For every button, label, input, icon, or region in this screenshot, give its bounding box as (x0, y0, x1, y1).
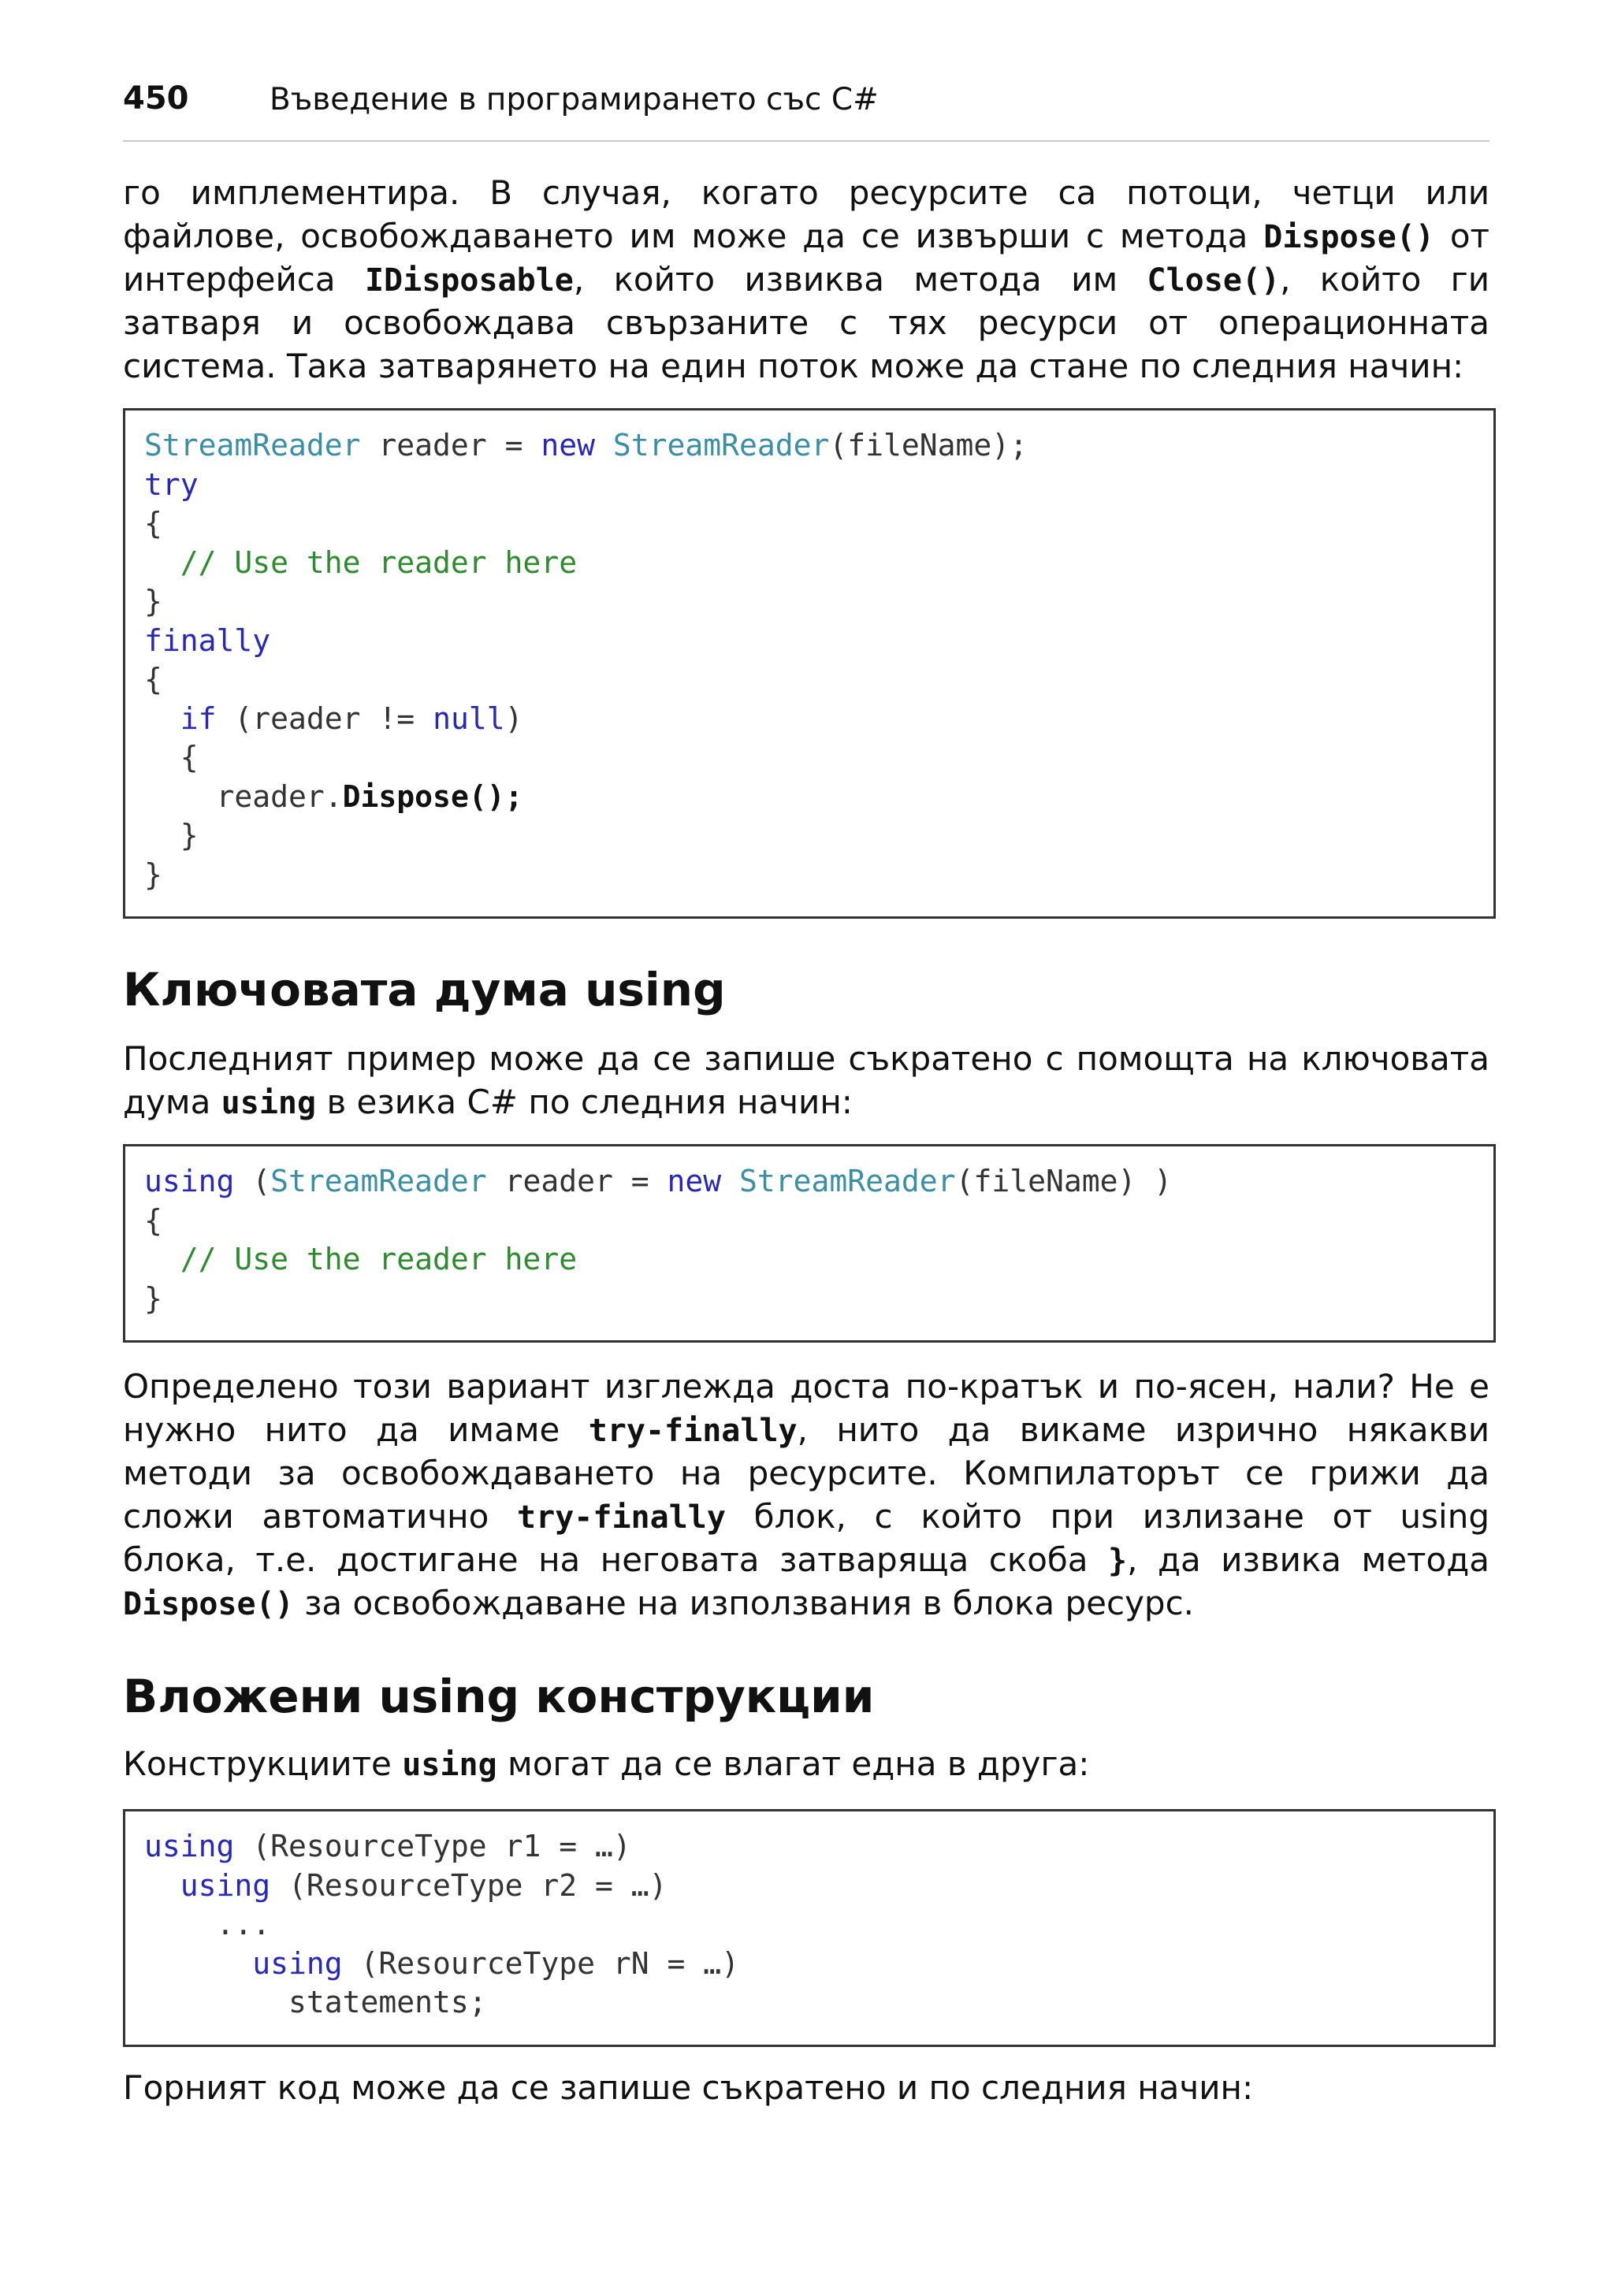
section-heading-nested-using: Вложени using конструкции (123, 1670, 875, 1723)
text-line: методи за освобождаването на ресурсите. Компилаторът се грижи да (123, 1454, 1489, 1492)
text-line: нужно нито да имаме try-finally, нито да викаме изрично някакви (123, 1410, 1489, 1449)
inline-code: try-finally (517, 1499, 726, 1536)
inline-code: using (402, 1747, 497, 1783)
inline-code: Close() (1147, 262, 1281, 299)
text-line: сложи автоматично try-finally блок, с който при излизане от using (123, 1497, 1489, 1536)
page-header (123, 80, 1489, 142)
code-line: try (144, 466, 199, 502)
text-line: файлове, освобождаването им може да се извърши с метода Dispose() от (123, 217, 1489, 255)
explanation-paragraph (123, 1365, 1489, 1625)
code-line: // Use the reader here (144, 544, 578, 580)
inline-code: try-finally (588, 1413, 798, 1449)
code-line: } (144, 1280, 162, 1316)
code-line: statements; (144, 1985, 487, 2019)
intro-paragraph (123, 171, 1489, 388)
text-line: Горният код може да се запише съкратено и по следния начин: (123, 2068, 1254, 2107)
code-line: } (144, 856, 162, 892)
code-block-try-finally (123, 408, 1496, 919)
code-line: } (144, 818, 199, 853)
code-block-nested-using (123, 1809, 1496, 2047)
using-paragraph (123, 1037, 1489, 1124)
text-line: затваря и освобождава свързаните с тях ресурси от операционната (123, 303, 1489, 342)
code-line: StreamReader reader = new StreamReader(fileName); (144, 428, 1028, 463)
code-line: // Use the reader here (144, 1242, 578, 1276)
text-line: система. Така затварянето на един поток може да стане по следния начин: (123, 347, 1464, 385)
code-line: using (ResourceType r2 = …) (180, 1867, 668, 1903)
code-line: { (144, 1202, 162, 1238)
text-line: Конструкциите using могат да се влагат една в друга: (123, 1744, 1090, 1783)
code-line: { (144, 662, 162, 697)
text-line: дума using в езика C# по следния начин: (123, 1083, 853, 1121)
running-title: Въведение в програмирането със C# (270, 82, 879, 117)
code-line: ... (144, 1907, 271, 1941)
code-line: if (reader != null) (180, 700, 523, 736)
page-number: 450 (123, 80, 189, 117)
text-line: Определено този вариант изглежда доста по-кратък и по-ясен, нали? Не е (123, 1367, 1489, 1406)
text-line: блока, т.е. достигане на неговата затваряща скоба }, да извика метода (123, 1540, 1489, 1579)
code-line: { (144, 506, 162, 541)
code-line: using (StreamReader reader = new StreamReader(fileName) ) (144, 1164, 1173, 1198)
code-line: reader.Dispose(); (144, 778, 523, 814)
code-line: { (144, 740, 199, 775)
text-line: Dispose() за освобождаване на използвания в блока ресурс. (123, 1584, 1195, 1622)
inline-code: Dispose() (1263, 219, 1434, 255)
section-heading-using-keyword: Ключовата дума using (123, 963, 726, 1016)
text-line: го имплементира. В случая, когато ресурсите са потоци, четци или (123, 173, 1489, 212)
text-line: интерфейса IDisposable, който извиква метода им Close(), който ги (123, 260, 1490, 299)
code-line: using (ResourceType rN = …) (252, 1945, 739, 1981)
inline-code: using (221, 1085, 317, 1121)
inline-code: } (1108, 1543, 1128, 1579)
code-block-using (123, 1144, 1496, 1343)
inline-code: Dispose() (123, 1586, 294, 1622)
code-line: } (144, 584, 162, 619)
code-line: finally (144, 622, 271, 658)
nested-paragraph (123, 1742, 1489, 1785)
code-line: using (ResourceType r1 = …) (144, 1829, 631, 1863)
inline-code: IDisposable (364, 262, 574, 299)
text-line: Последният пример може да се запише съкратено с помощта на ключовата (123, 1039, 1489, 1078)
closing-paragraph (123, 2066, 1489, 2109)
